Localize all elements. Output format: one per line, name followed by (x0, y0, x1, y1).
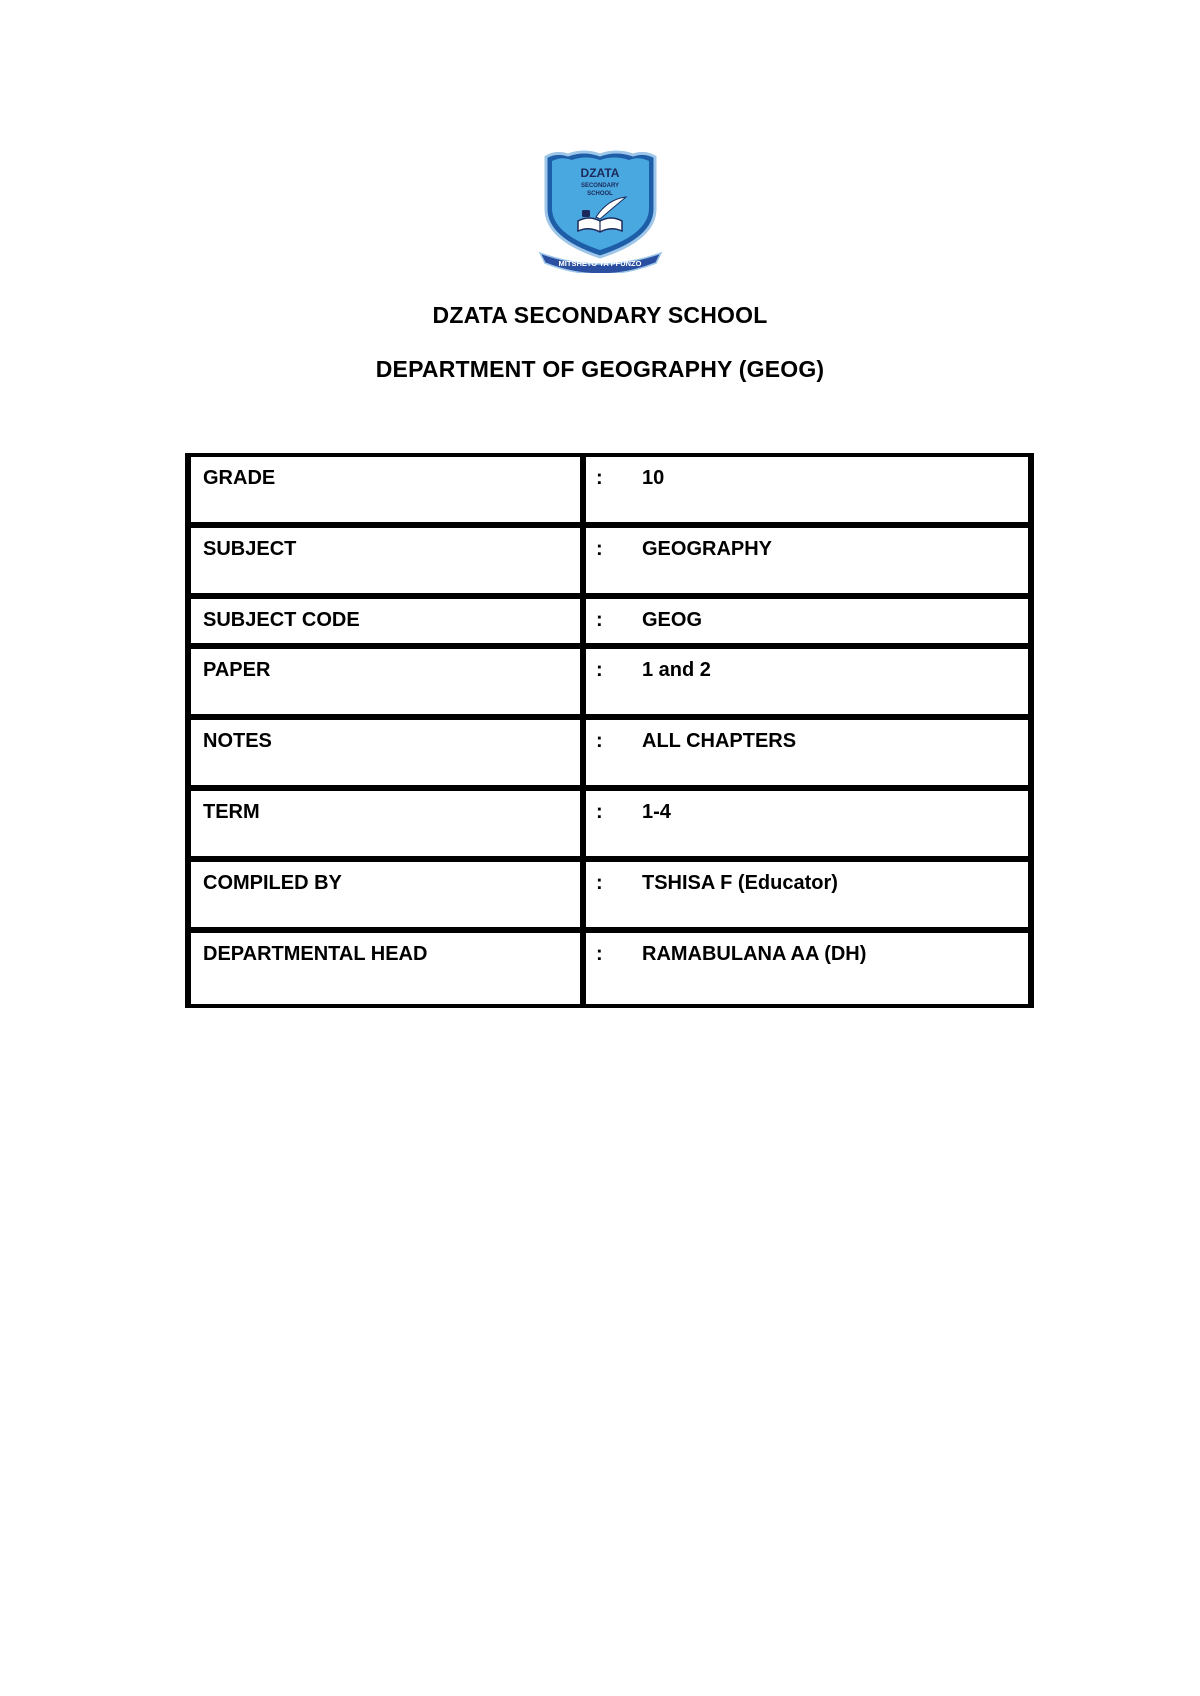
table-row-paper (189, 649, 1030, 720)
row-label: SUBJECT CODE (189, 599, 586, 643)
table-row-term (189, 791, 1030, 862)
table-row-departmental-head (189, 933, 1030, 1004)
row-colon: : (596, 801, 603, 823)
row-label: NOTES (189, 720, 586, 785)
crest-text-line3: SCHOOL (587, 191, 613, 197)
shield-icon (538, 147, 663, 273)
row-value-cell (586, 933, 1030, 1004)
row-label: COMPILED BY (189, 862, 586, 927)
table-row-subject (189, 528, 1030, 599)
row-colon: : (596, 730, 603, 752)
details-table (185, 453, 1034, 1008)
row-value: 1-4 (642, 801, 671, 823)
row-value-cell (586, 528, 1030, 593)
row-value: GEOG (642, 609, 703, 631)
school-crest-logo (538, 147, 663, 273)
crest-text-line2: SECONDARY (580, 183, 620, 189)
row-value-cell (586, 791, 1030, 856)
row-value-cell (586, 599, 1030, 643)
row-colon: : (596, 872, 603, 894)
row-value: TSHISA F (Educator) (642, 872, 838, 894)
row-value: ALL CHAPTERS (642, 730, 797, 752)
row-value: GEOGRAPHY (642, 538, 773, 560)
row-colon: : (596, 943, 603, 965)
crest-motto: MITSHETO YA PFUNZO (558, 259, 642, 268)
row-colon: : (596, 467, 603, 489)
row-value: RAMABULANA AA (DH) (642, 943, 867, 965)
table-row-grade (189, 457, 1030, 528)
row-label: TERM (189, 791, 586, 856)
row-colon: : (596, 609, 603, 631)
row-label: GRADE (189, 457, 586, 522)
row-value-cell (586, 720, 1030, 785)
school-name-heading: DZATA SECONDARY SCHOOL (432, 302, 768, 328)
row-value-cell (586, 649, 1030, 714)
row-value: 1 and 2 (642, 659, 711, 681)
row-value: 10 (642, 467, 665, 489)
row-value-cell (586, 457, 1030, 522)
crest-text-line1: DZATA (580, 166, 620, 180)
row-colon: : (596, 659, 603, 681)
table-row-compiled-by (189, 862, 1030, 933)
row-colon: : (596, 538, 603, 560)
table-row-notes (189, 720, 1030, 791)
table-row-subject-code (189, 599, 1030, 649)
department-heading: DEPARTMENT OF GEOGRAPHY (GEOG) (375, 356, 825, 382)
row-value-cell (586, 862, 1030, 927)
row-label: PAPER (189, 649, 586, 714)
row-label: DEPARTMENTAL HEAD (189, 933, 586, 1004)
row-label: SUBJECT (189, 528, 586, 593)
